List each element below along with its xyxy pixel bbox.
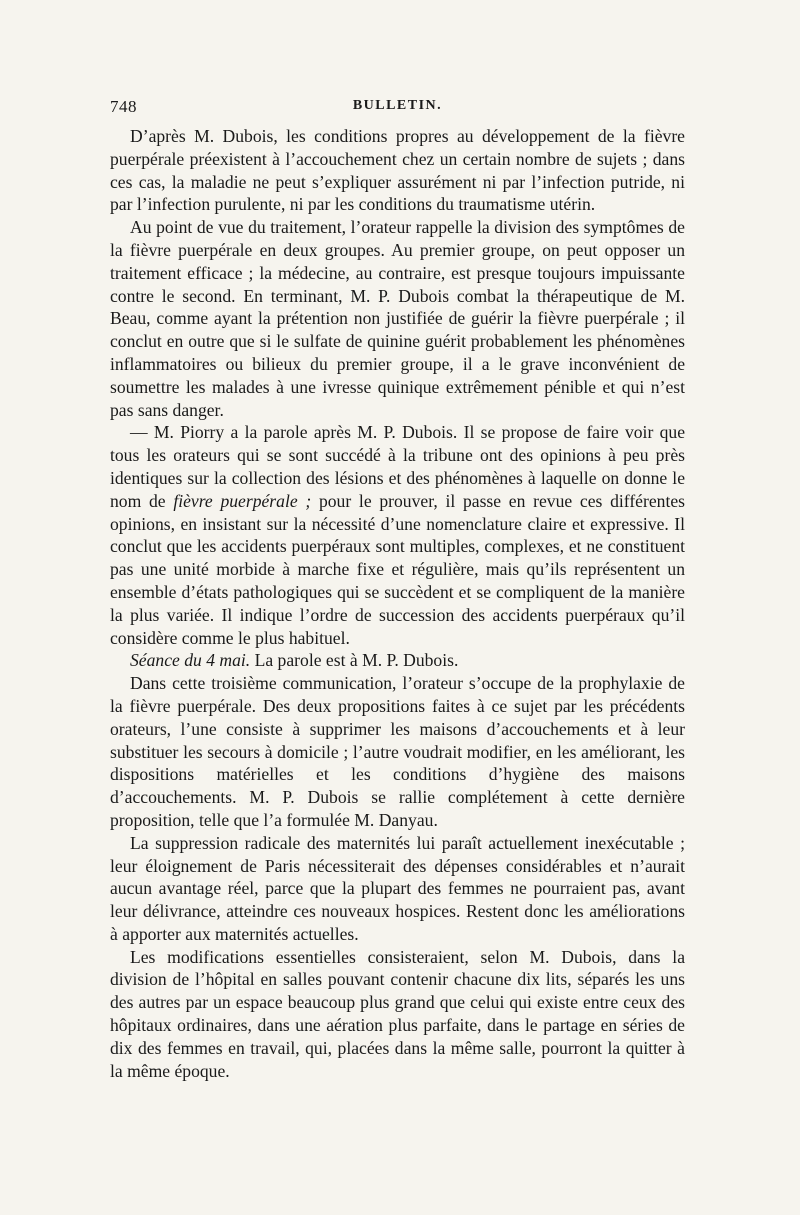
piorry-text-after: pour le prouver, il passe en revue ces différentes opinions, en insistant sur la nécessité d’une nomenclature claire et expressive. Il conclut que les accidents puerpéraux sont multiples, complexes, et ne constituent pas une unité morbide à marche fixe et régulière, mais qu’ils représentent un ensemble d’états pathologiques qui se succèdent et se compliquent de la manière la plus variée. Il indique l’ordre de succession des accidents puerpéraux qu’il considère comme le plus habituel. (110, 490, 686, 648)
piorry-italic-term: fièvre puerpérale ; (173, 490, 312, 511)
paragraph-prophylaxie: Dans cette troisième communication, l’orateur s’occupe de la prophylaxie de la fièvre puerpérale. Des deux propositions faites à ce sujet par les précédents orateurs, l’une consiste à supprimer les maisons d’accouchements et à leur substituer les secours à domicile ; l’autre voudrait modifier, en les améliorant, les dispositions matérielles et les conditions d’hygiène des maisons d’accouchements. M. P. Dubois se rallie complétement à cette dernière proposition, telle que l’a formulée M. Danyau. (110, 673, 685, 830)
paragraph-traitement: Au point de vue du traitement, l’orateur rappelle la division des symptômes de la fièvre puerpérale en deux groupes. Au premier groupe, on peut opposer un traitement efficace ; la médecine, au contraire, est presque toujours impuissante contre le second. En terminant, M. P. Dubois combat la thérapeutique de M. Beau, comme ayant la prétention non justifiée de guérir la fièvre puerpérale ; il conclut en outre que si le sulfate de quinine guérit probablement les phénomènes inflammatoires ou bilieux du premier groupe, il a le grave inconvénient de soumettre les malades à une ivresse quinique extrêmement pénible et qui n’est pas sans danger. (110, 217, 685, 420)
seance-date-label: Séance du 4 mai. (130, 650, 251, 671)
running-header (110, 97, 685, 125)
seance-text: La parole est à M. P. Dubois. (250, 650, 459, 671)
piorry-text-before: — M. Piorry a la parole après M. P. Dubois. Il se propose de faire voir que tous les orateurs qui se sont succédé à la tribune ont des opinions à peu près identiques sur la collection des lésions et des phénomènes à laquelle on donne le nom de (110, 422, 685, 511)
paragraph-modifications: Les modifications essentielles consisteraient, selon M. Dubois, dans la division de l’hôpital en salles pouvant contenir chacune dix lits, séparés les uns des autres par un espace beaucoup plus grand que celui qui existe entre ceux des hôpitaux ordinaires, dans une aération plus parfaite, dans le partage en séries de dix des femmes en travail, qui, placées dans la même salle, pourront la quitter à la même époque. (110, 946, 685, 1081)
paragraph-piorry (110, 421, 685, 649)
running-title: BULLETIN. (352, 98, 443, 113)
page-number: 748 (110, 97, 137, 116)
paragraph-seance-4-mai (110, 649, 685, 672)
paragraph-dubois-conditions: D’après M. Dubois, les conditions propres au développement de la fièvre puerpérale préexistent à l’accouchement chez un certain nombre de sujets ; dans ces cas, la maladie ne peut s’expliquer assurément ni par l’infection putride, ni par l’infection purulente, ni par les conditions du traumatisme utérin. (110, 126, 685, 215)
paragraph-suppression-maternites: La suppression radicale des maternités lui paraît actuellement inexécutable ; leur éloignement de Paris nécessiterait des dépenses considérables et n’aurait aucun avantage réel, parce que la plupart des femmes ne pourraient pas, avant leur délivrance, atteindre ces nouveaux hospices. Restent donc les améliorations à apporter aux maternités actuelles. (110, 832, 685, 944)
book-page (110, 97, 685, 1082)
